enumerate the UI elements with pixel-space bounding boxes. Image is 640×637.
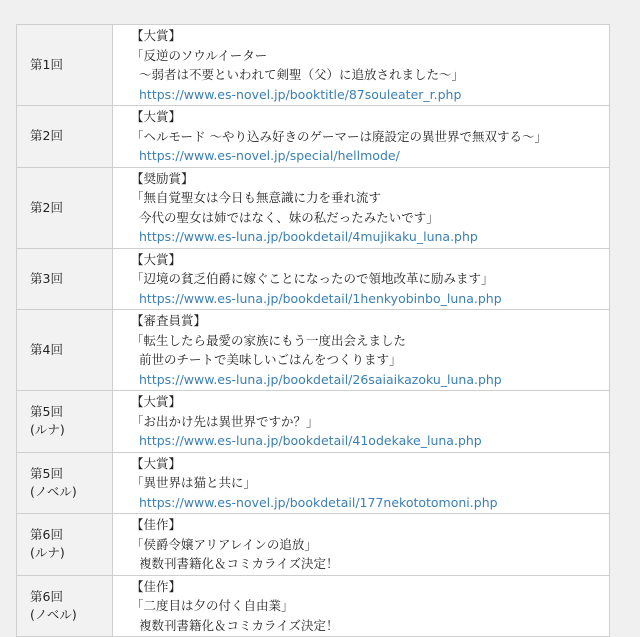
award-detail-cell <box>113 106 610 168</box>
round-label: 第2回 <box>30 199 63 215</box>
award-history-table <box>16 24 610 637</box>
work-title: 「二度目は夕の付く自由業」 <box>131 598 294 613</box>
award-row <box>17 167 610 248</box>
work-link[interactable]: https://www.es-novel.jp/bookdetail/177nekototomoni.php <box>139 494 498 510</box>
round-category: (ルナ) <box>30 545 65 561</box>
round-label: 第3回 <box>30 270 63 286</box>
work-subtitle: 複数刊書籍化＆コミカライズ決定！ <box>139 556 339 571</box>
award-row <box>17 248 610 310</box>
round-cell <box>17 575 113 637</box>
award-type: 【大賞】 <box>131 455 182 471</box>
work-subtitle: ～弱者は不要といわれて剣聖（父）に追放されました～」 <box>139 67 465 82</box>
award-detail-cell <box>113 25 610 106</box>
award-row <box>17 452 610 514</box>
work-title: 「無自覚聖女は今日も無意識に力を垂れ流す <box>131 190 382 205</box>
award-type: 【大賞】 <box>131 251 182 267</box>
work-link[interactable]: https://www.es-novel.jp/special/hellmode/ <box>139 148 400 163</box>
round-cell <box>17 106 113 168</box>
round-category: (ルナ) <box>30 422 65 438</box>
work-title: 「反逆のソウルイーター <box>131 47 268 63</box>
work-link[interactable]: https://www.es-luna.jp/bookdetail/41odekake_luna.php <box>139 433 482 448</box>
round-cell <box>17 514 113 576</box>
round-cell <box>17 310 113 391</box>
work-title: 「お出かけ先は異世界ですか？」 <box>131 413 319 429</box>
work-subtitle: 今代の聖女は姉ではなく、妹の私だったみたいです」 <box>139 209 439 225</box>
award-row <box>17 514 610 576</box>
round-cell <box>17 452 113 514</box>
award-row <box>17 391 610 453</box>
award-detail-cell <box>113 575 610 637</box>
award-history-panel <box>16 24 610 633</box>
work-link[interactable]: https://www.es-luna.jp/bookdetail/26saiaikazoku_luna.php <box>139 371 502 387</box>
work-link[interactable]: https://www.es-luna.jp/bookdetail/1henkyobinbo_luna.php <box>139 290 502 306</box>
award-detail-cell <box>113 452 610 514</box>
round-category: (ノベル) <box>30 483 77 499</box>
work-subtitle: 前世のチートで美味しいごはんをつくります」 <box>139 352 402 367</box>
round-label: 第1回 <box>30 57 63 72</box>
round-label: 第5回 <box>30 465 63 481</box>
work-subtitle: 複数刊書籍化＆コミカライズ決定！ <box>139 617 339 633</box>
award-type: 【大賞】 <box>131 109 182 124</box>
award-row <box>17 25 610 106</box>
award-detail-cell <box>113 391 610 453</box>
work-title: 「異世界は猫と共に」 <box>131 475 257 490</box>
work-link[interactable]: https://www.es-novel.jp/booktitle/87souleater_r.php <box>139 86 462 102</box>
work-title: 「ヘルモード ～やり込み好きのゲーマーは廃設定の異世界で無双する～」 <box>131 128 547 144</box>
award-row <box>17 310 610 391</box>
round-category: (ノベル) <box>30 606 77 622</box>
award-type: 【佳作】 <box>131 578 182 594</box>
round-label: 第6回 <box>30 588 63 604</box>
award-type: 【審査員賞】 <box>131 313 207 328</box>
round-label: 第6回 <box>30 527 63 543</box>
award-row <box>17 575 610 637</box>
work-title: 「侯爵令嬢アリアレインの追放」 <box>131 536 317 552</box>
round-cell <box>17 391 113 453</box>
award-type: 【大賞】 <box>131 28 182 43</box>
work-link[interactable]: https://www.es-luna.jp/bookdetail/4mujikaku_luna.php <box>139 229 478 244</box>
award-detail-cell <box>113 514 610 576</box>
work-title: 「辺境の貧乏伯爵に嫁ぐことになったので領地改革に励みます」 <box>131 271 494 286</box>
award-detail-cell <box>113 167 610 248</box>
award-type: 【佳作】 <box>131 517 182 532</box>
award-type: 【奨励賞】 <box>131 170 194 186</box>
award-detail-cell <box>113 310 610 391</box>
award-type: 【大賞】 <box>131 394 182 409</box>
round-cell <box>17 248 113 310</box>
round-label: 第2回 <box>30 128 63 144</box>
work-title: 「転生したら最愛の家族にもう一度出会えました <box>131 332 407 348</box>
round-cell <box>17 167 113 248</box>
round-cell <box>17 25 113 106</box>
award-table-body <box>17 25 610 637</box>
round-label: 第5回 <box>30 404 63 420</box>
award-detail-cell <box>113 248 610 310</box>
award-row <box>17 106 610 168</box>
round-label: 第4回 <box>30 342 63 357</box>
